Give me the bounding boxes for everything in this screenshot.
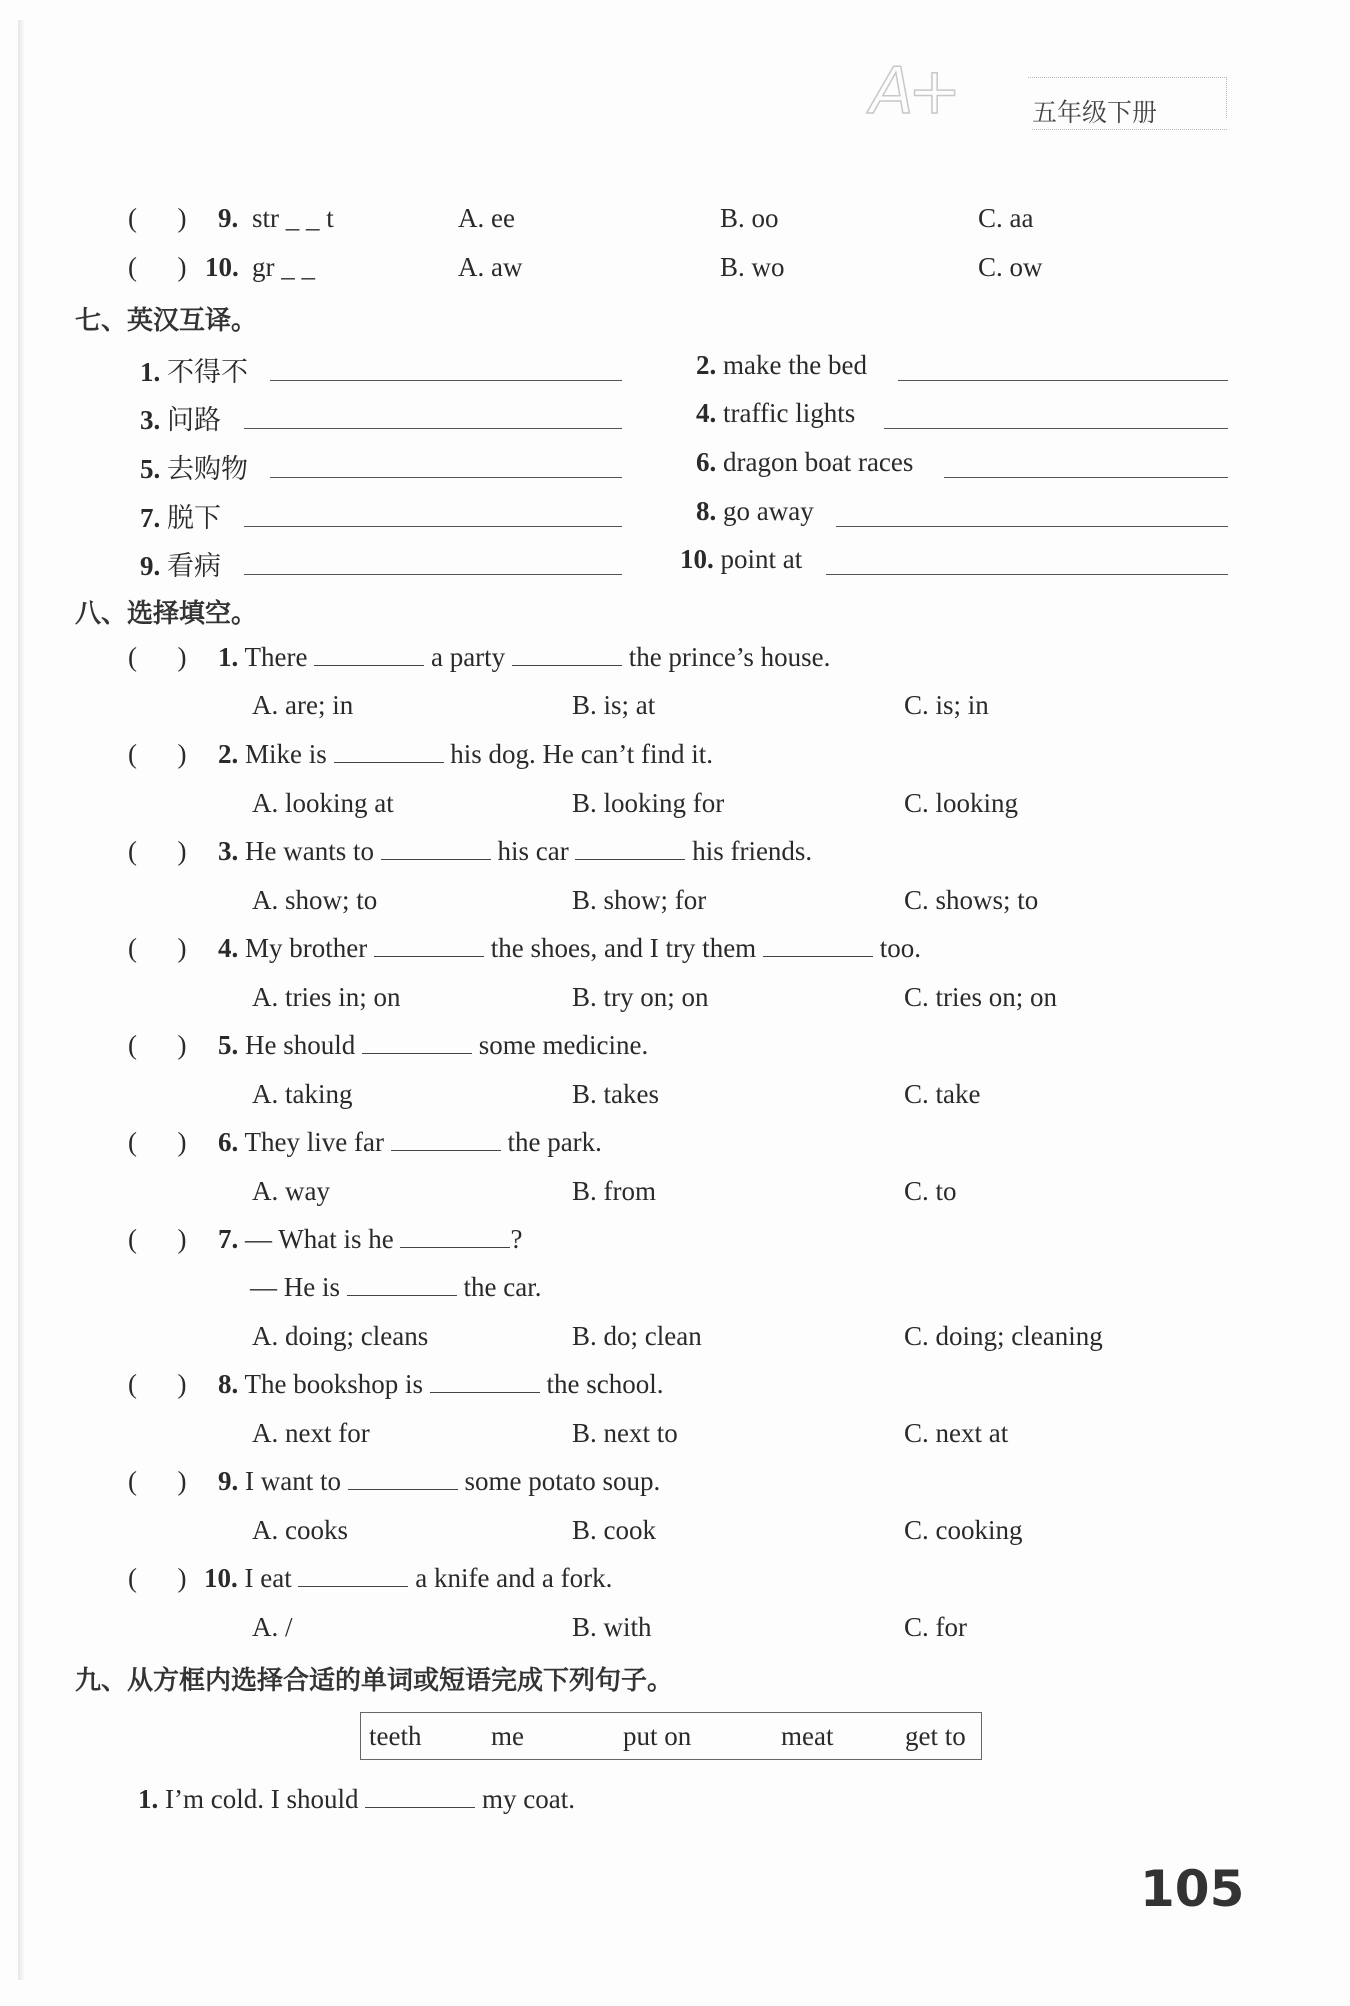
- answer-paren[interactable]: ( ): [128, 1030, 187, 1060]
- option-c: C. to: [904, 1176, 957, 1206]
- answer-line[interactable]: [898, 380, 1228, 381]
- answer-blank[interactable]: [374, 955, 484, 957]
- answer-blank[interactable]: [763, 955, 873, 957]
- answer-line[interactable]: [884, 428, 1228, 429]
- answer-blank[interactable]: [575, 858, 685, 860]
- option-b: B. wo: [720, 252, 785, 282]
- answer-paren[interactable]: ( ): [128, 1466, 187, 1496]
- answer-blank[interactable]: [512, 664, 622, 666]
- option-b: B. oo: [720, 203, 779, 233]
- option-a: A. next for: [252, 1418, 370, 1448]
- option-b: B. is; at: [572, 690, 656, 720]
- option-a: A. taking: [252, 1079, 353, 1109]
- option-c: C. cooking: [904, 1515, 1023, 1545]
- option-a: A. doing; cleans: [252, 1321, 429, 1351]
- page-number: 105: [1140, 1860, 1245, 1918]
- answer-paren[interactable]: ( ): [128, 642, 187, 672]
- option-b: B. from: [572, 1176, 656, 1206]
- option-b: B. cook: [572, 1515, 656, 1545]
- answer-blank[interactable]: [381, 858, 491, 860]
- section-9-title: 九、从方框内选择合适的单词或短语完成下列句子。: [75, 1666, 674, 1696]
- option-b: B. try on; on: [572, 982, 709, 1012]
- answer-blank[interactable]: [314, 664, 424, 666]
- answer-paren[interactable]: ( ): [128, 933, 187, 963]
- answer-paren[interactable]: ( ): [128, 1127, 187, 1157]
- question-text: 6. They live far the park.: [218, 1127, 602, 1157]
- option-a: A. tries in; on: [252, 982, 401, 1012]
- option-b: B. do; clean: [572, 1321, 702, 1351]
- question-text: 3. He wants to his car his friends.: [218, 836, 813, 866]
- word-bank-item: get to: [905, 1721, 966, 1751]
- grade-label: 五年级下册: [1032, 93, 1227, 130]
- answer-paren[interactable]: ( ): [128, 203, 187, 233]
- answer-blank[interactable]: [347, 1294, 457, 1296]
- translation-item: 5. 去购物: [140, 454, 248, 484]
- translation-item: 7. 脱下: [140, 503, 221, 533]
- option-a: A. aw: [458, 252, 523, 282]
- option-a: A. looking at: [252, 788, 394, 818]
- word-bank-box: [360, 1712, 982, 1760]
- word-stem: str _ _ t: [252, 203, 334, 233]
- option-b: B. takes: [572, 1079, 659, 1109]
- translation-item: 8. go away: [696, 496, 814, 526]
- question-text-line2: — He is the car.: [250, 1272, 542, 1302]
- question-text: 8. The bookshop is the school.: [218, 1369, 664, 1399]
- question-text: 9. I want to some potato soup.: [218, 1466, 661, 1496]
- answer-paren[interactable]: ( ): [128, 1563, 187, 1593]
- answer-line[interactable]: [944, 477, 1228, 478]
- answer-line[interactable]: [244, 574, 622, 575]
- answer-blank[interactable]: [298, 1585, 408, 1587]
- question-text: 1. There a party the prince’s house.: [218, 642, 831, 672]
- option-c: C. for: [904, 1612, 967, 1642]
- answer-paren[interactable]: ( ): [128, 739, 187, 769]
- section-8-title: 八、选择填空。: [75, 599, 258, 629]
- answer-blank[interactable]: [362, 1052, 472, 1054]
- option-c: C. take: [904, 1079, 981, 1109]
- option-b: B. show; for: [572, 885, 707, 915]
- question-text: 1. I’m cold. I should my coat.: [138, 1784, 575, 1814]
- option-c: C. tries on; on: [904, 982, 1057, 1012]
- option-c: C. shows; to: [904, 885, 1039, 915]
- translation-item: 4. traffic lights: [696, 398, 856, 428]
- translation-item: 9. 看病: [140, 551, 221, 581]
- option-c: C. ow: [978, 252, 1043, 282]
- section-7-title: 七、英汉互译。: [75, 306, 258, 336]
- option-c: C. aa: [978, 203, 1034, 233]
- option-c: C. doing; cleaning: [904, 1321, 1103, 1351]
- answer-blank[interactable]: [391, 1149, 501, 1151]
- option-a: A. /: [252, 1612, 293, 1642]
- answer-line[interactable]: [270, 380, 622, 381]
- answer-paren[interactable]: ( ): [128, 1369, 187, 1399]
- word-bank-item: put on: [623, 1721, 692, 1751]
- binding-shadow: [18, 20, 24, 1980]
- translation-item: 6. dragon boat races: [696, 447, 914, 477]
- answer-paren[interactable]: ( ): [128, 836, 187, 866]
- answer-line[interactable]: [270, 477, 622, 478]
- option-c: C. looking: [904, 788, 1019, 818]
- answer-blank[interactable]: [334, 761, 444, 763]
- word-bank-item: me: [491, 1721, 524, 1751]
- question-text: 10. I eat a knife and a fork.: [204, 1563, 613, 1593]
- option-a: A. ee: [458, 203, 515, 233]
- answer-blank[interactable]: [430, 1391, 540, 1393]
- page-header: [870, 55, 1240, 135]
- answer-line[interactable]: [244, 428, 622, 429]
- item-number: 10.: [205, 252, 239, 282]
- item-number: 9.: [218, 203, 239, 233]
- word-bank-item: teeth: [369, 1721, 422, 1751]
- translation-item: 10. point at: [680, 544, 803, 574]
- answer-line[interactable]: [244, 526, 622, 527]
- option-c: C. next at: [904, 1418, 1009, 1448]
- word-stem: gr _ _: [252, 252, 315, 282]
- option-b: B. with: [572, 1612, 652, 1642]
- logo: A+: [870, 55, 956, 129]
- question-text: 5. He should some medicine.: [218, 1030, 649, 1060]
- option-a: A. are; in: [252, 690, 354, 720]
- word-bank-item: meat: [781, 1721, 834, 1751]
- option-c: C. is; in: [904, 690, 989, 720]
- question-text: 4. My brother the shoes, and I try them too.: [218, 933, 921, 963]
- translation-item: 1. 不得不: [140, 357, 248, 387]
- answer-blank[interactable]: [348, 1488, 458, 1490]
- option-b: B. next to: [572, 1418, 678, 1448]
- option-a: A. cooks: [252, 1515, 348, 1545]
- question-text: 2. Mike is his dog. He can’t find it.: [218, 739, 713, 769]
- answer-paren[interactable]: ( ): [128, 252, 187, 282]
- option-a: A. way: [252, 1176, 330, 1206]
- answer-line[interactable]: [826, 574, 1228, 575]
- answer-blank[interactable]: [400, 1246, 510, 1248]
- option-b: B. looking for: [572, 788, 725, 818]
- option-a: A. show; to: [252, 885, 378, 915]
- question-text: 7. — What is he ?: [218, 1224, 523, 1254]
- answer-paren[interactable]: ( ): [128, 1224, 187, 1254]
- answer-line[interactable]: [836, 526, 1228, 527]
- answer-blank[interactable]: [365, 1806, 475, 1808]
- translation-item: 2. make the bed: [696, 350, 867, 380]
- translation-item: 3. 问路: [140, 405, 221, 435]
